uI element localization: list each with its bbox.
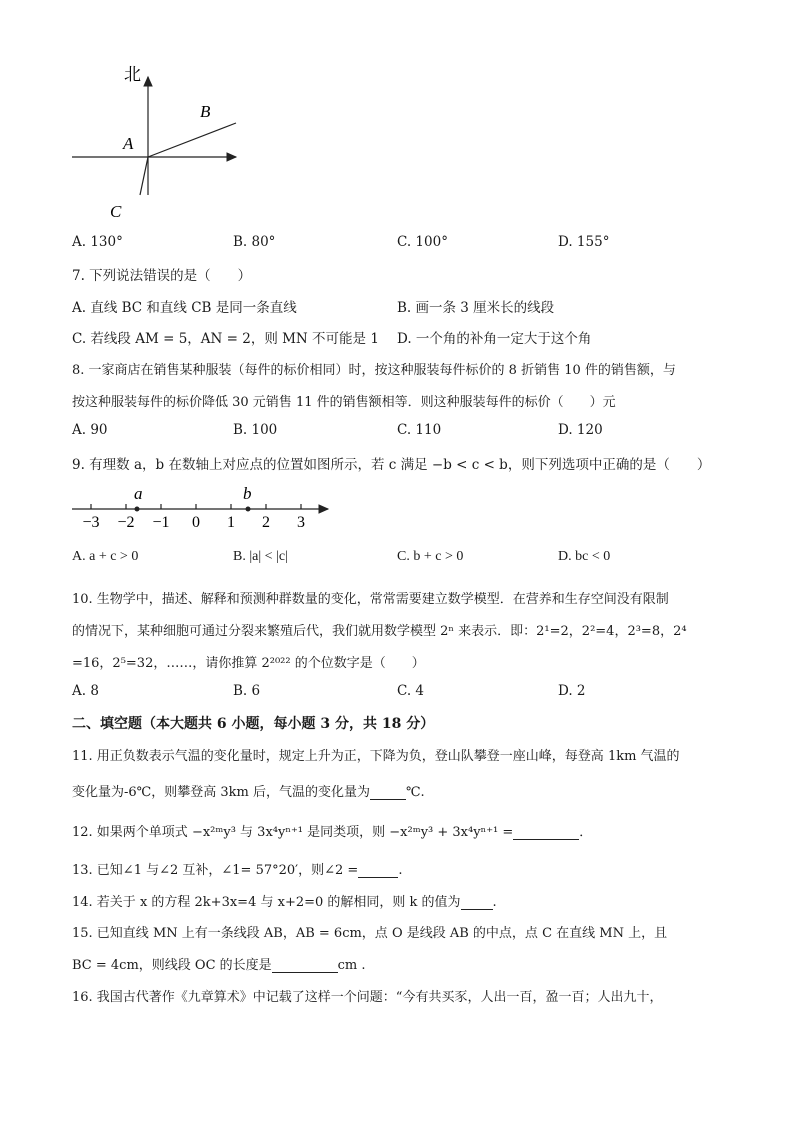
q7-option-d: D. 一个角的补角一定大于这个角 <box>397 331 592 347</box>
q6-option-a: A. 130° <box>72 234 123 250</box>
q12-text: 12. 如果两个单项式 −x²ᵐy³ 与 3x⁴yⁿ⁺¹ 是同类项，则 −x²ᵐy³ + 3x⁴yⁿ⁺¹ = <box>72 825 514 840</box>
q9-option-a: A. a + c > 0 <box>72 549 139 564</box>
q9-option-b: B. |a| < |c| <box>233 549 288 564</box>
q12-end: ． <box>579 825 593 840</box>
q13-answer-blank[interactable] <box>358 863 398 878</box>
q14-line <box>72 891 497 910</box>
number-line <box>66 480 336 532</box>
number-line-tick-label: −1 <box>152 514 170 531</box>
q15-text: BC = 4cm，则线段 OC 的长度是 <box>72 958 272 973</box>
q8-option-c: C. 110 <box>397 422 442 438</box>
q14-text: 14. 若关于 x 的方程 2k+3x=4 与 x+2=0 的解相同，则 k 的值为 <box>72 895 461 910</box>
number-line-label-b: b <box>243 484 252 503</box>
q8-option-b: B. 100 <box>233 422 278 438</box>
q10-option-a: A. 8 <box>72 683 99 699</box>
label-b: B <box>200 102 211 121</box>
label-a: A <box>123 134 134 153</box>
q8-line2: 按这种服装每件的标价降低 30 元销售 11 件的销售额相等．则这种服装每件的标价（ ）元 <box>72 395 616 410</box>
q6-option-d: D. 155° <box>558 234 610 250</box>
q10-line1: 10. 生物学中，描述、解释和预测种群数量的变化，常常需要建立数学模型．在营养和生存空间没有限制 <box>72 592 669 607</box>
q12-answer-blank[interactable] <box>513 825 579 840</box>
q6-option-b: B. 80° <box>233 234 276 250</box>
q15-line2 <box>72 954 366 973</box>
q14-answer-blank[interactable] <box>461 895 493 910</box>
number-line-tick-label: −2 <box>117 514 135 531</box>
direction-figure <box>60 55 250 225</box>
label-c: C <box>110 202 122 221</box>
number-line-tick-label: −3 <box>82 514 100 531</box>
ray-b <box>148 123 236 157</box>
q11-line2 <box>72 781 425 800</box>
ray-c <box>140 157 148 195</box>
q7-stem: 7. 下列说法错误的是（ ） <box>72 268 252 284</box>
q15-unit: cm . <box>337 958 366 973</box>
q12-line <box>72 821 592 840</box>
number-line-tick-label: 1 <box>227 514 235 531</box>
number-line-tick-label: 0 <box>192 514 200 531</box>
q11-answer-blank[interactable] <box>370 785 406 800</box>
q13-end: . <box>398 863 403 878</box>
q13-line <box>72 859 402 878</box>
q9-stem: 9. 有理数 a，b 在数轴上对应点的位置如图所示，若 c 满足 −b < c < b，则下列选项中正确的是（ ） <box>72 457 711 473</box>
q10-option-b: B. 6 <box>233 683 261 699</box>
q10-option-c: C. 4 <box>397 683 425 699</box>
label-north: 北 <box>124 65 141 85</box>
q11-line1: 11. 用正负数表示气温的变化量时，规定上升为正，下降为负，登山队攀登一座山峰，每登高 1km 气温的 <box>72 749 680 764</box>
q10-line3: =16，2⁵=32，……，请你推算 2²⁰²² 的个位数字是（ ） <box>72 656 425 671</box>
q9-option-d: D. bc < 0 <box>558 549 611 564</box>
q15-answer-blank[interactable] <box>272 958 338 973</box>
q10-option-d: D. 2 <box>558 683 586 699</box>
q11-line2-text: 变化量为-6℃，则攀登高 3km 后，气温的变化量为 <box>72 785 370 800</box>
q11-line2-unit: ℃. <box>405 785 425 800</box>
q10-line2: 的情况下，某种细胞可通过分裂来繁殖后代，我们就用数学模型 2ⁿ 来表示．即：2¹=2，2²=4，2³=8，2⁴ <box>72 624 687 639</box>
q7-option-c: C. 若线段 AM = 5，AN = 2，则 MN 不可能是 1 <box>72 331 379 347</box>
q8-line1: 8. 一家商店在销售某种服装（每件的标价相同）时，按这种服装每件标价的 8 折销售 10 件的销售额，与 <box>72 363 676 378</box>
number-line-tick-label: 2 <box>262 514 270 531</box>
q7-option-a: A. 直线 BC 和直线 CB 是同一条直线 <box>72 300 297 316</box>
number-line-tick-label: 3 <box>297 514 305 531</box>
q16-line1: 16. 我国古代著作《九章算术》中记载了这样一个问题：“今有共买豕，人出一百，盈一百；人出九十， <box>72 990 663 1005</box>
section-2-heading: 二、填空题（本大题共 6 小题，每小题 3 分，共 18 分） <box>72 716 435 732</box>
q14-end: . <box>492 895 497 910</box>
q9-option-c: C. b + c > 0 <box>397 549 464 564</box>
q6-option-c: C. 100° <box>397 234 448 250</box>
q8-option-a: A. 90 <box>72 422 108 438</box>
q8-option-d: D. 120 <box>558 422 603 438</box>
point-b <box>246 507 251 512</box>
point-a <box>135 507 140 512</box>
q15-line1: 15. 已知直线 MN 上有一条线段 AB，AB = 6cm，点 O 是线段 AB 的中点，点 C 在直线 MN 上，且 <box>72 926 668 941</box>
q7-option-b: B. 画一条 3 厘米长的线段 <box>397 300 555 316</box>
number-line-label-a: a <box>134 484 143 503</box>
q13-text: 13. 已知∠1 与∠2 互补，∠1= 57°20′，则∠2 = <box>72 863 359 878</box>
